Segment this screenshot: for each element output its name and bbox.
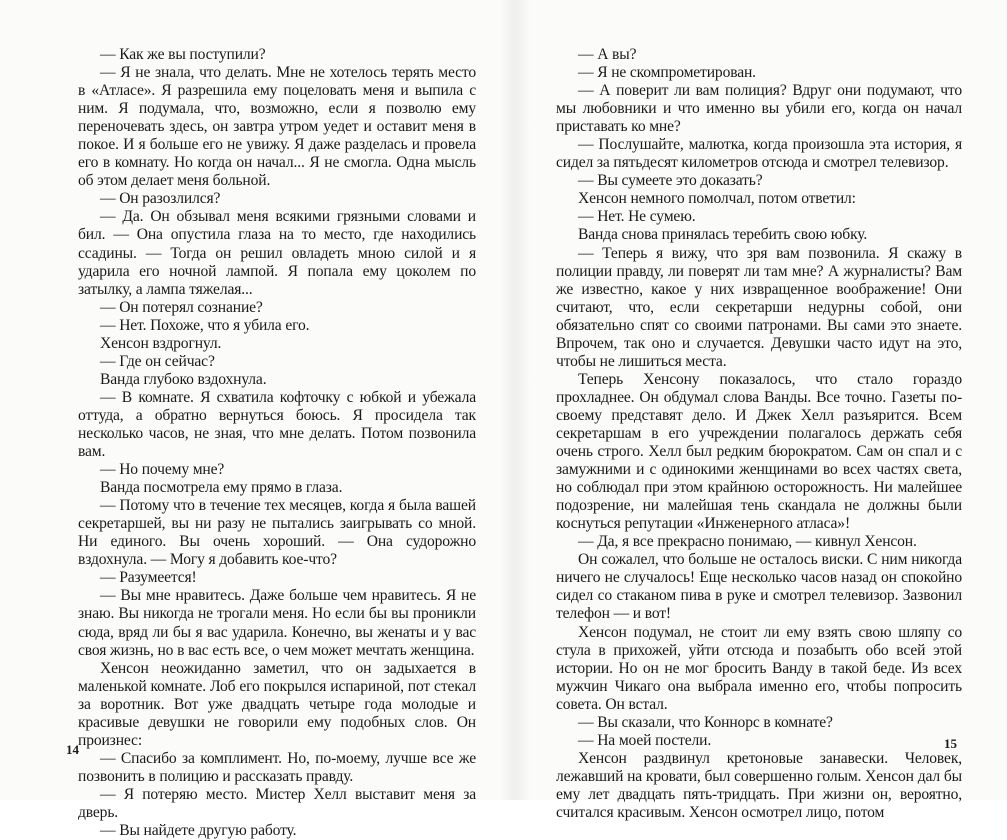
paragraph: Ванда глубоко вздохнула. xyxy=(100,370,267,388)
paragraph: — Потому что в течение тех месяцев, когда я была вашей секретаршей, вы ни разу не пытались заигрывать со мной. Ни единого. Вы очень хороший. — Она судорожно вздохнула. — Могу я добавить кое-что? xyxy=(78,497,476,569)
paragraph: — Теперь я вижу, что зря вам позвонила. Я скажу в полиции правду, ли поверят ли там мне? А журналисты? Вам же известно, какое у них извращенное воображение! Они считают, что, если секретарши недурны собой, они обязательно спят со своими патронами. Вы сами это знаете. Впрочем, так оно и случается. Девушки часто идут на это, чтобы не лишиться места. xyxy=(556,244,962,370)
paragraph: — Вы сказали, что Коннорс в комнате? xyxy=(578,713,833,731)
paragraph: Ванда снова принялась теребить свою юбку. xyxy=(578,226,868,244)
paragraph: — Я не скомпрометирован. xyxy=(578,64,756,82)
page-number-right: 15 xyxy=(944,736,957,751)
paragraph: — На моей постели. xyxy=(578,731,712,749)
paragraph: — Я потеряю место. Мистер Хелл выставит меня за дверь. xyxy=(78,785,476,821)
paragraph: — Как же вы поступили? xyxy=(100,46,266,63)
paragraph: — Нет. Не сумею. xyxy=(578,208,696,226)
paragraph: — Да, я все прекрасно понимаю, — кивнул Хенсон. xyxy=(578,533,917,551)
paragraph: Хенсон подумал, не стоит ли ему взять свою шляпу со стула в прихожей, уйти отсюда и позабыть обо всей этой истории. Но он не мог бросить Ванду в такой беде. Из всех мужчин Чикаго она выбрала именно его, чтобы попросить совета. Он встал. xyxy=(556,623,962,713)
paragraph: Хенсон вздрогнул. xyxy=(100,334,222,352)
paragraph: Ванда посмотрела ему прямо в глаза. xyxy=(100,479,343,497)
paragraph: — А вы? xyxy=(578,46,637,63)
paragraph: — Нет. Похоже, что я убила его. xyxy=(100,316,310,334)
paragraph: Хенсон неожиданно заметил, что он задыхается в маленькой комнате. Лоб его покрылся испариной, пот стекал за воротник. Вот уже двадцать четыре года молодые и красивые девушки не говорили ему подобных слов. Он произнес: xyxy=(78,659,476,749)
paragraph: — А поверит ли вам полиция? Вдруг они подумают, что мы любовники и что именно вы убили его, когда он начал приставать ко мне? xyxy=(556,82,962,136)
left-page-text xyxy=(78,46,476,840)
paragraph: — Где он сейчас? xyxy=(100,352,215,370)
paragraph: — Да. Он обзывал меня всякими грязными словами и бил. — Она опустила глаза на то место, где находились ссадины. — Тогда он решил овладеть мною силой и я ударила его ночной лампой. Я попала ему цоколем по затылку, а лампа тяжелая... xyxy=(78,208,476,298)
paragraph: — Разумеется! xyxy=(100,569,197,587)
book-gutter xyxy=(500,0,530,800)
paragraph: Хенсон раздвинул кретоновые занавески. Человек, лежавший на кровати, был совершенно голым. Хенсон дал бы ему лет двадцать пять-тридцать. При жизни он, вероятно, считался красивым. Хенсон осмотрел лицо, потом xyxy=(556,749,962,821)
right-page-text xyxy=(556,46,962,822)
paragraph: — Он разозлился? xyxy=(100,190,221,208)
paragraph: — Вы найдете другую работу. xyxy=(100,822,297,840)
paragraph: — Вы сумеете это доказать? xyxy=(578,172,763,190)
paragraph: — Вы мне нравитесь. Даже больше чем нравитесь. Я не знаю. Вы никогда не трогали меня. Но если бы вы проникли сюда, вряд ли бы я вас ударила. Конечно, вы женаты и у вас своя жизнь, но в вас есть все, о чем может мечтать женщина. xyxy=(78,587,476,659)
paragraph: Он сожалел, что больше не осталось виски. С ним никогда ничего не случалось! Еще несколько часов назад он спокойно сидел со стаканом пива в руке и смотрел телевизор. Зазвонил телефон — и вот! xyxy=(556,551,962,623)
paragraph: — Он потерял сознание? xyxy=(100,298,263,316)
paragraph: — Послушайте, малютка, когда произошла эта история, я сидел за пятьдесят километров отсюда и смотрел телевизор. xyxy=(556,136,962,172)
paragraph: — Я не знала, что делать. Мне не хотелось терять место в «Атласе». Я разрешила ему поцеловать меня и выпила с ним. Я подумала, что, возможно, если я позволю ему переночевать здесь, он завтра утром уедет и оставит меня в покое. И я больше его не увижу. Я даже разделась и провела его в комнату. Но когда он начал... Я не смогла. Одна мысль об этом делает меня больной. xyxy=(78,64,476,190)
paragraph: — В комнате. Я схватила кофточку с юбкой и убежала оттуда, а обратно вернуться боюсь. Я просидела так несколько часов, не зная, что мне делать. Потом позвонила вам. xyxy=(78,388,476,461)
paragraph: Теперь Хенсону показалось, что стало гораздо прохладнее. Он обдумал слова Ванды. Все точно. Газеты по-своему представят дело. И Джек Хелл разъярится. Всем секретаршам в его учреждении полагалось держать себя очень строго. Хелл был редким бюрократом. Сам он спал и с замужними и с одинокими женщинами во всех частях света, но соблюдал при этом крайнюю осторожность. Ни малейшее подозрение, ни малейшая тень скандала не должны были коснуться репутации «Инженерного атласа»! xyxy=(556,370,962,533)
page-number-left: 14 xyxy=(66,742,79,757)
paragraph: Хенсон немного помолчал, потом ответил: xyxy=(578,190,856,208)
paragraph: — Спасибо за комплимент. Но, по-моему, лучше все же позвонить в полицию и рассказать правду. xyxy=(78,749,476,785)
paragraph: — Но почему мне? xyxy=(100,461,225,479)
